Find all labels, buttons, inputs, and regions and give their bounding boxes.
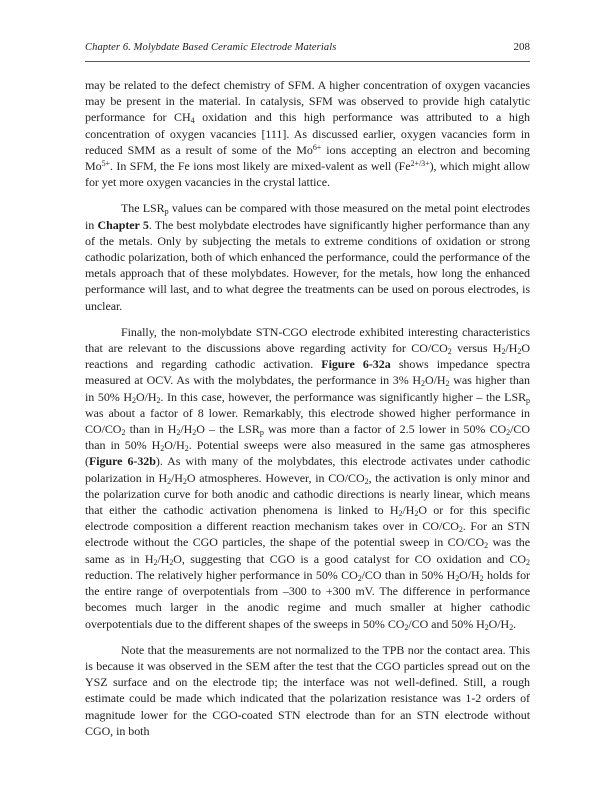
text-run: . Potential sweeps were also measured in the same gas atmospheres (	[85, 438, 530, 469]
text-run: . For an STN electrode without the CGO particles, the shape of the potential sweep in CO/CO	[85, 519, 530, 550]
text-run: /H	[157, 551, 170, 566]
subscript-run: p	[259, 428, 264, 438]
subscript-run: p	[164, 207, 169, 217]
text-run: shows impedance spectra measured at OCV. As with the molybdates, the performance in 3% H	[85, 357, 531, 388]
subscript-run: 2	[192, 428, 197, 438]
text-run: /CO than in 50% H	[85, 422, 530, 453]
subscript-run: 2	[517, 347, 522, 357]
text-run: O/H	[459, 567, 480, 582]
subscript-run: 2	[153, 557, 158, 567]
paragraph-continuation	[85, 77, 530, 190]
header-rule	[85, 61, 530, 62]
superscript-run: 2+/3+	[410, 159, 430, 169]
superscript-run: 6+	[312, 142, 322, 152]
text-run: ions accepting an electron and becoming Mo	[85, 142, 531, 174]
subscript-run: 2	[509, 622, 514, 632]
subscript-run: 4	[190, 116, 195, 126]
text-run: values can be compared with those measured on the metal point electrodes in	[85, 201, 530, 232]
subscript-run: 2	[357, 573, 362, 583]
subscript-run: 2	[445, 379, 450, 389]
text-run: /H	[402, 503, 415, 518]
text-run: ). As with many of the molybdates, this electrode activates under cathodic polarization in H	[85, 454, 531, 485]
subscript-run: 2	[121, 428, 126, 438]
text-run: O – the LSR	[196, 422, 260, 437]
text-run: . In this case, however, the performance was significantly higher – the LSR	[160, 389, 527, 404]
body-text	[85, 77, 530, 749]
text-run: was the same as in H	[85, 535, 530, 566]
bold-text-run: Chapter 5	[97, 217, 149, 232]
subscript-run: 2	[182, 476, 187, 486]
subscript-run: 2	[447, 347, 452, 357]
bold-text-run: Figure 6-32a	[321, 357, 391, 372]
superscript-run: 5+	[101, 159, 110, 169]
text-run: The LSR	[121, 201, 165, 216]
text-run: . The best molybdate electrodes have significantly higher performance than any of the metals. Only by subjecting the metals to extreme conditions of oxidation or strong cathodic polarization, both of which enhanced the performance, could the performance of the metals approach that of these molybdates. However, for the metals, how long the enhanced performance will last, and to what degree the treatments can be used on porous electrodes, is unclear.	[85, 217, 530, 313]
subscript-run: 2	[131, 395, 136, 405]
subscript-run: 2	[167, 476, 172, 486]
subscript-run: 2	[414, 509, 419, 519]
text-run: .	[513, 616, 517, 631]
page-number: 208	[513, 41, 530, 53]
subscript-run: 2	[404, 622, 409, 632]
text-run: was higher than in 50% H	[85, 373, 530, 404]
text-run: O/H	[135, 389, 157, 404]
text-run: O or for this specific electrode composition a different reaction mechanism takes over in CO/CO	[85, 503, 530, 534]
text-run: , the activation is only minor and the polarization curve for both anodic and cathodic directions is nearly linear, which means that either the cathodic activation phenomena is linked to H	[85, 470, 530, 518]
text-run: . In SFM, the Fe ions most likely are mixed-valent as well (Fe	[110, 159, 411, 174]
text-run: ), which might allow for yet more oxygen vacancies in the crystal lattice.	[85, 159, 530, 190]
text-run: /CO and 50% H	[408, 616, 485, 631]
text-run: Note that the measurements are not normalized to the TPB nor the contact area. This is because it was observed in the SEM after the test that the CGO particles spread out on the YSZ surface and on the electrode tip; the interface was not well-defined. Still, a rough estimate could be made which indicated that the polarization resistance was 1-2 orders of magnitude lower for the CGO-coated STN electrode than for an STN electrode without CGO, in both	[85, 642, 530, 738]
bold-text-run: Figure 6-32b	[88, 454, 156, 469]
subscript-run: 2	[156, 395, 161, 405]
text-run: O reactions and regarding cathodic activation.	[85, 341, 530, 372]
text-run: versus H	[451, 341, 502, 356]
subscript-run: 2	[176, 428, 181, 438]
subscript-run: 2	[160, 444, 165, 454]
text-run: Finally, the non-molybdate STN-CGO electrode exhibited interesting characteristics that are relevant to the discussions above regarding activity for CO/CO	[85, 324, 530, 356]
text-run: holds for the entire range of overpotentials from –300 to +300 mV. The difference in performance becomes much larger in the anodic regime and much smaller at higher cathodic overpotentials due to the different shapes of the sweeps in 50% CO	[85, 567, 530, 631]
subscript-run: 2	[421, 379, 425, 389]
text-run: was about a factor of 8 lower. Remarkably, this electrode showed higher performance in CO/CO	[85, 405, 530, 437]
paragraph-lsrp-comparison	[85, 200, 530, 313]
text-run: O/H	[488, 616, 510, 631]
subscript-run: 2	[484, 541, 489, 551]
subscript-run: 2	[184, 444, 189, 454]
subscript-run: 2	[484, 622, 489, 632]
subscript-run: 2	[479, 573, 484, 583]
page-header	[85, 41, 530, 53]
subscript-run: 2	[169, 557, 174, 567]
subscript-run: 2	[364, 476, 369, 486]
text-run: O/H	[425, 373, 446, 388]
text-run: reduction. The relatively higher performance in 50% CO	[85, 567, 358, 582]
text-run: O, suggesting that CGO is a good catalyst for CO oxidation and CO	[173, 551, 527, 566]
text-run: O atmospheres. However, in CO/CO	[186, 470, 365, 485]
text-run: /H	[505, 341, 518, 356]
text-run: O/H	[164, 438, 185, 453]
subscript-run: 2	[398, 509, 403, 519]
subscript-run: 2	[506, 428, 511, 438]
text-run: was more than a factor of 2.5 lower in 50% CO	[263, 422, 507, 437]
chapter-header-title: Chapter 6. Molybdate Based Ceramic Electrode Materials	[85, 42, 337, 53]
text-run: /H	[171, 470, 183, 485]
text-run: may be related to the defect chemistry of SFM. A higher concentration of oxygen vacancies may be present in the material. In catalysis, SFM was observed to provide high catalytic performance for CH	[85, 78, 530, 125]
subscript-run: p	[526, 395, 530, 405]
subscript-run: 2	[501, 347, 506, 357]
text-run: /H	[180, 422, 193, 437]
subscript-run: 2	[458, 525, 463, 535]
subscript-run: 2	[526, 557, 530, 567]
paragraph-normalization-note	[85, 642, 530, 739]
text-run: /CO than in 50% H	[361, 567, 456, 582]
paragraph-stn-cgo	[85, 324, 530, 632]
text-run: than in H	[125, 422, 177, 437]
text-run: oxidation and this high performance was attributed to a high concentration of oxygen vacancies [111]. As discussed earlier, oxygen vacancies form in reduced SMM as a result of some of the Mo	[85, 110, 531, 157]
subscript-run: 2	[455, 573, 460, 583]
